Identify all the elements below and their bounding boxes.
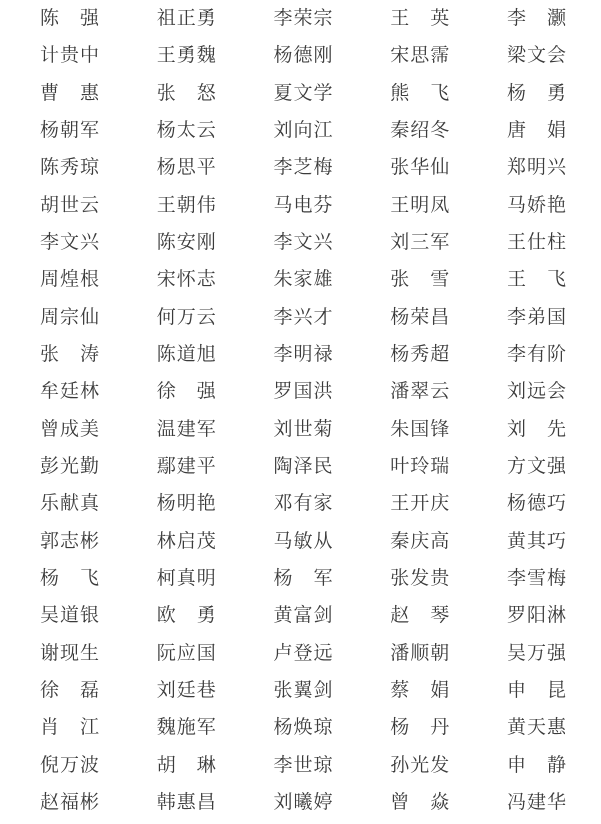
name-cell: 徐 强 xyxy=(156,380,217,403)
name-cell: 杨秀超 xyxy=(390,342,451,365)
name-cell: 刘世菊 xyxy=(273,417,334,440)
name-cell: 王 英 xyxy=(390,7,451,29)
name-cell: 曾成美 xyxy=(40,417,101,440)
name-cell: 吴道银 xyxy=(40,604,101,627)
name-cell: 陈安刚 xyxy=(156,230,217,253)
name-cell: 周宗仙 xyxy=(40,305,101,328)
name-cell: 彭光勤 xyxy=(40,454,101,477)
name-cell: 黄富剑 xyxy=(273,604,334,627)
name-cell: 王 飞 xyxy=(507,268,568,291)
name-cell: 杨 勇 xyxy=(507,81,568,104)
name-cell: 郑明兴 xyxy=(507,156,568,179)
name-cell: 杨朝军 xyxy=(40,118,101,141)
name-cell: 柯真明 xyxy=(156,566,217,589)
name-cell: 杨思平 xyxy=(156,156,217,179)
name-list-grid xyxy=(40,0,601,821)
name-cell: 陈道旭 xyxy=(156,342,217,365)
name-cell: 肖 江 xyxy=(40,716,101,739)
name-cell: 李有阶 xyxy=(507,342,568,365)
name-cell: 吴万强 xyxy=(507,641,568,664)
name-cell: 马娇艳 xyxy=(507,193,568,216)
name-cell: 李明禄 xyxy=(273,342,334,365)
name-cell: 罗国洪 xyxy=(273,380,334,403)
name-cell: 陶泽民 xyxy=(273,454,334,477)
name-cell: 刘廷巷 xyxy=(156,678,217,701)
name-cell: 李荣宗 xyxy=(273,7,334,29)
name-cell: 何万云 xyxy=(156,305,217,328)
name-cell: 赵 琴 xyxy=(390,604,451,627)
name-cell: 魏施军 xyxy=(156,716,217,739)
name-cell: 潘翠云 xyxy=(390,380,451,403)
name-cell: 叶玲瑞 xyxy=(390,454,451,477)
name-cell: 张翼剑 xyxy=(273,678,334,701)
name-cell: 唐 娟 xyxy=(507,118,568,141)
name-cell: 王仕柱 xyxy=(507,230,568,253)
name-cell: 李 灏 xyxy=(507,7,568,29)
name-cell: 刘向江 xyxy=(273,118,334,141)
name-cell: 计贵中 xyxy=(40,44,101,67)
name-cell: 杨明艳 xyxy=(156,492,217,515)
name-cell: 王朝伟 xyxy=(156,193,217,216)
name-cell: 梁文会 xyxy=(507,44,568,67)
name-cell: 卢登远 xyxy=(273,641,334,664)
name-cell: 李弟国 xyxy=(507,305,568,328)
name-cell: 杨 丹 xyxy=(390,716,451,739)
name-cell: 王开庆 xyxy=(390,492,451,515)
name-cell: 蔡 娟 xyxy=(390,678,451,701)
name-cell: 谢现生 xyxy=(40,641,101,664)
name-cell: 罗阳淋 xyxy=(507,604,568,627)
name-cell: 马敏从 xyxy=(273,529,334,552)
name-cell: 郭志彬 xyxy=(40,529,101,552)
name-cell: 马电芬 xyxy=(273,193,334,216)
name-cell: 杨荣昌 xyxy=(390,305,451,328)
name-cell: 胡世云 xyxy=(40,193,101,216)
name-cell: 黄天惠 xyxy=(507,716,568,739)
name-cell: 宋怀志 xyxy=(156,268,217,291)
name-cell: 邓有家 xyxy=(273,492,334,515)
name-cell: 朱国锋 xyxy=(390,417,451,440)
name-cell: 李雪梅 xyxy=(507,566,568,589)
name-cell: 林启茂 xyxy=(156,529,217,552)
name-cell: 陈秀琼 xyxy=(40,156,101,179)
name-cell: 鄢建平 xyxy=(156,454,217,477)
name-cell: 杨太云 xyxy=(156,118,217,141)
name-cell: 赵福彬 xyxy=(40,790,101,813)
name-cell: 李世琼 xyxy=(273,753,334,776)
name-cell: 朱家雄 xyxy=(273,268,334,291)
name-cell: 乐献真 xyxy=(40,492,101,515)
name-cell: 牟廷林 xyxy=(40,380,101,403)
name-cell: 李芝梅 xyxy=(273,156,334,179)
name-cell: 杨 飞 xyxy=(40,566,101,589)
name-cell: 王明凤 xyxy=(390,193,451,216)
name-cell: 申 静 xyxy=(507,753,568,776)
name-cell: 周煌根 xyxy=(40,268,101,291)
name-cell: 阮应国 xyxy=(156,641,217,664)
name-cell: 张 怒 xyxy=(156,81,217,104)
name-cell: 徐 磊 xyxy=(40,678,101,701)
name-cell: 欧 勇 xyxy=(156,604,217,627)
name-cell: 方文强 xyxy=(507,454,568,477)
name-cell: 倪万波 xyxy=(40,753,101,776)
name-cell: 刘远会 xyxy=(507,380,568,403)
name-cell: 曾 焱 xyxy=(390,790,451,813)
name-cell: 张发贵 xyxy=(390,566,451,589)
name-cell: 李文兴 xyxy=(40,230,101,253)
name-cell: 祖正勇 xyxy=(156,7,217,29)
name-cell: 杨焕琼 xyxy=(273,716,334,739)
name-cell: 杨德巧 xyxy=(507,492,568,515)
name-cell: 秦绍冬 xyxy=(390,118,451,141)
name-cell: 张 雪 xyxy=(390,268,451,291)
name-cell: 曹 惠 xyxy=(40,81,101,104)
name-cell: 秦庆高 xyxy=(390,529,451,552)
name-cell: 冯建华 xyxy=(507,790,568,813)
name-cell: 王勇魏 xyxy=(156,44,217,67)
name-cell: 李文兴 xyxy=(273,230,334,253)
name-cell: 熊 飞 xyxy=(390,81,451,104)
name-cell: 张华仙 xyxy=(390,156,451,179)
name-cell: 刘 先 xyxy=(507,417,568,440)
name-cell: 杨德刚 xyxy=(273,44,334,67)
name-cell: 刘三军 xyxy=(390,230,451,253)
name-cell: 孙光发 xyxy=(390,753,451,776)
name-cell: 张 涛 xyxy=(40,342,101,365)
name-cell: 韩惠昌 xyxy=(156,790,217,813)
name-cell: 胡 琳 xyxy=(156,753,217,776)
name-cell: 黄其巧 xyxy=(507,529,568,552)
name-cell: 宋思霈 xyxy=(390,44,451,67)
name-cell: 夏文学 xyxy=(273,81,334,104)
name-cell: 杨 军 xyxy=(273,566,334,589)
name-cell: 温建军 xyxy=(156,417,217,440)
name-cell: 陈 强 xyxy=(40,7,101,29)
name-cell: 潘顺朝 xyxy=(390,641,451,664)
name-cell: 申 昆 xyxy=(507,678,568,701)
name-cell: 李兴才 xyxy=(273,305,334,328)
name-cell: 刘曦婷 xyxy=(273,790,334,813)
